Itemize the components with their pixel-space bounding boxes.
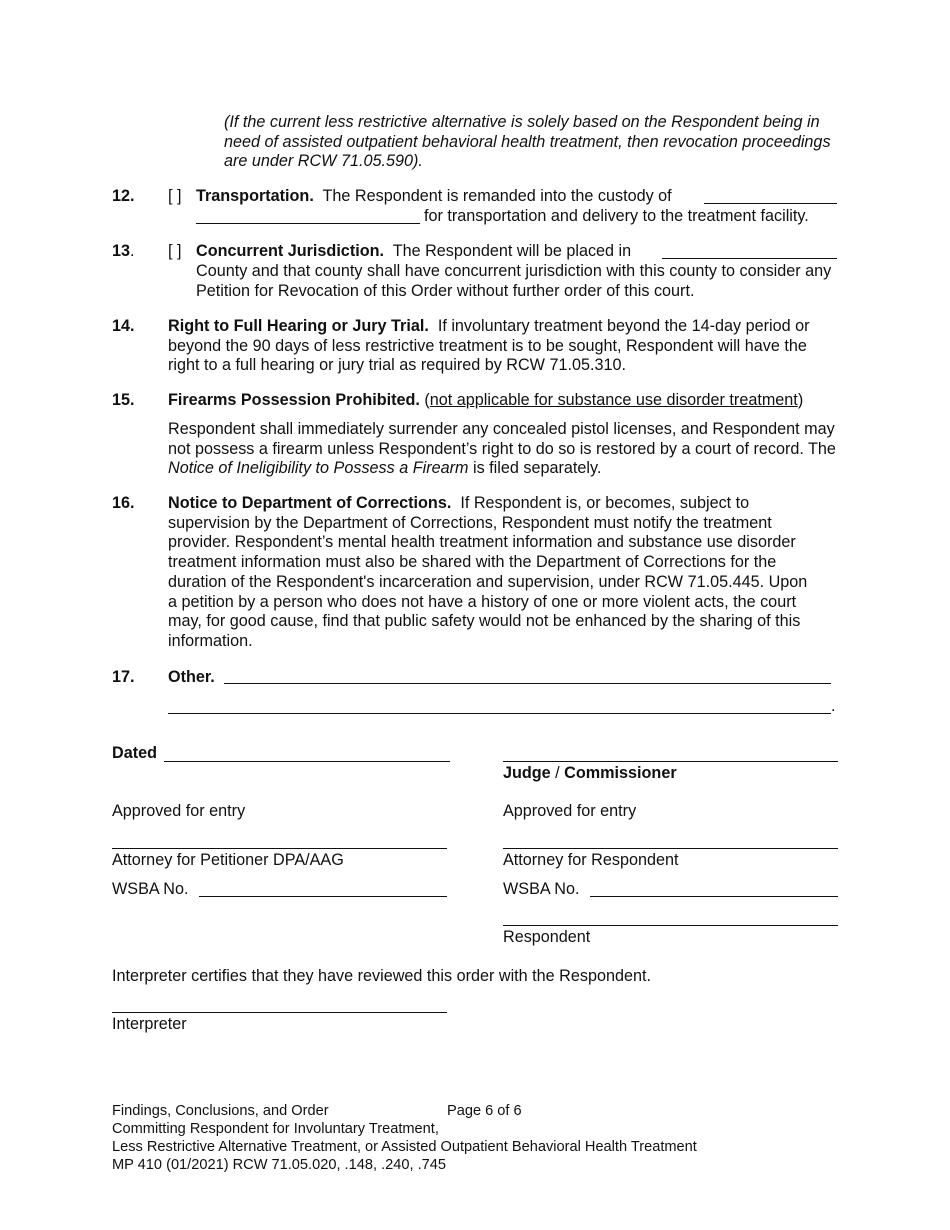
item-15-paren-open: ( — [424, 391, 430, 409]
commissioner-label: Commissioner — [564, 764, 677, 782]
item-12-line-1 — [196, 187, 672, 207]
attorney-petitioner-label: Attorney for Petitioner DPA/AAG — [112, 851, 344, 869]
item-13-number-digits: 13 — [112, 242, 131, 260]
item-15-paren-close: ) — [797, 391, 804, 409]
footer-page-number: Page 6 of 6 — [447, 1103, 522, 1119]
item-13-text-a: The Respondent will be placed in — [392, 242, 632, 260]
item-13-number-dot: . — [130, 242, 135, 260]
item-15-title: Firearms Possession Prohibited. — [168, 391, 420, 409]
item-13-line-1 — [196, 242, 631, 262]
footer-line-4: MP 410 (01/2021) RCW 71.05.020, .148, .240, .745 — [112, 1157, 446, 1173]
attorney-respondent-label: Attorney for Respondent — [503, 851, 679, 869]
item-13-title: Concurrent Jurisdiction. — [196, 242, 384, 260]
approved-right: Approved for entry — [503, 802, 637, 820]
judge-separator: / — [555, 764, 560, 782]
footer-line-3: Less Restrictive Alternative Treatment, or Assisted Outpatient Behavioral Health Treatment — [112, 1139, 697, 1155]
item-13-text-b: County and that county shall have concurrent jurisdiction with this county to consider any Petition for Revocation of this Order without further order of this court. — [196, 262, 832, 300]
judge-signature-line[interactable] — [503, 761, 838, 762]
item-16-body — [168, 494, 813, 652]
item-12-checkbox[interactable]: [ ] — [168, 187, 182, 205]
item-17-other-field-2[interactable] — [168, 713, 831, 714]
respondent-attorney-signature-line[interactable] — [503, 848, 838, 849]
item-12-text-a: The Respondent is remanded into the custody of — [322, 187, 672, 205]
footer-line-1: Findings, Conclusions, and Order — [112, 1103, 329, 1119]
interpreter-certification: Interpreter certifies that they have reviewed this order with the Respondent. — [112, 967, 651, 985]
item-15-heading — [168, 391, 803, 411]
item-14-body — [168, 317, 840, 376]
item-12-text-b: for transportation and delivery to the treatment facility. — [424, 207, 809, 225]
judge-label: Judge — [503, 764, 551, 782]
wsba-left-field[interactable] — [199, 896, 447, 897]
item-16-text: If Respondent is, or becomes, subject to supervision by the Department of Corrections, Respondent must notify the treatment provider. Respondent’s mental health treatment information and substance use disorder treatment information must also be shared with the Department of Corrections for the duration of the Respondent's incarceration and supervision, under RCW 71.05.445. Upon a petition by a person who does not have a history of one or more violent acts, the court may, for good cause, find that public safety would not be enhanced by the sharing of this information. — [168, 494, 808, 650]
item-12-custody-field-b[interactable] — [196, 223, 420, 224]
item-15-number: 15. — [112, 391, 135, 409]
item-14-number: 14. — [112, 317, 135, 335]
interpreter-signature-line[interactable] — [112, 1012, 447, 1013]
wsba-right-label: WSBA No. — [503, 880, 580, 898]
item-15-body — [168, 420, 840, 479]
item-16-title: Notice to Department of Corrections. — [168, 494, 452, 512]
item-16-number: 16. — [112, 494, 135, 512]
interpreter-label: Interpreter — [112, 1015, 187, 1033]
item-17-other-field-1[interactable] — [224, 683, 831, 684]
wsba-right-field[interactable] — [590, 896, 838, 897]
item-17-number: 17. — [112, 668, 135, 686]
item-15-note: not applicable for substance use disorder treatment — [429, 391, 798, 409]
item-15-text-a: Respondent shall immediately surrender any concealed pistol licenses, and Respondent may not possess a firearm unless Respondent’s right to do so is restored by a court of record. The — [168, 420, 836, 458]
respondent-signature-line[interactable] — [503, 925, 838, 926]
item-14-text: If involuntary treatment beyond the 14-day period or beyond the 90 days of less restrictive treatment is to be sought, Respondent will have the right to a full hearing or jury trial as required by RCW 71.05.310. — [168, 317, 810, 375]
item-17-end-period: . — [831, 697, 836, 715]
dated-field[interactable] — [164, 761, 450, 762]
item-13-number — [112, 242, 135, 262]
item-12-title: Transportation. — [196, 187, 314, 205]
intro-note: (If the current less restrictive alternative is solely based on the Respondent being in need of assisted outpatient behavioral health treatment, then revocation proceedings are under RCW 71.05.590). — [224, 113, 831, 171]
petitioner-attorney-signature-line[interactable] — [112, 848, 447, 849]
item-13-county-field[interactable] — [662, 258, 837, 259]
dated-label: Dated — [112, 744, 157, 762]
item-14-title: Right to Full Hearing or Jury Trial. — [168, 317, 429, 335]
item-13-checkbox[interactable]: [ ] — [168, 242, 182, 260]
item-12-custody-field-a[interactable] — [704, 203, 837, 204]
item-12-number: 12. — [112, 187, 135, 205]
footer-line-2: Committing Respondent for Involuntary Treatment, — [112, 1121, 439, 1137]
judge-commissioner-label — [503, 764, 677, 784]
wsba-left-label: WSBA No. — [112, 880, 189, 898]
item-17-title: Other. — [168, 668, 215, 686]
item-15-text-b: is filed separately. — [472, 459, 602, 478]
item-15-text-italic: Notice of Ineligibility to Possess a Firearm — [168, 459, 469, 478]
respondent-label: Respondent — [503, 928, 591, 946]
approved-left: Approved for entry — [112, 802, 246, 820]
